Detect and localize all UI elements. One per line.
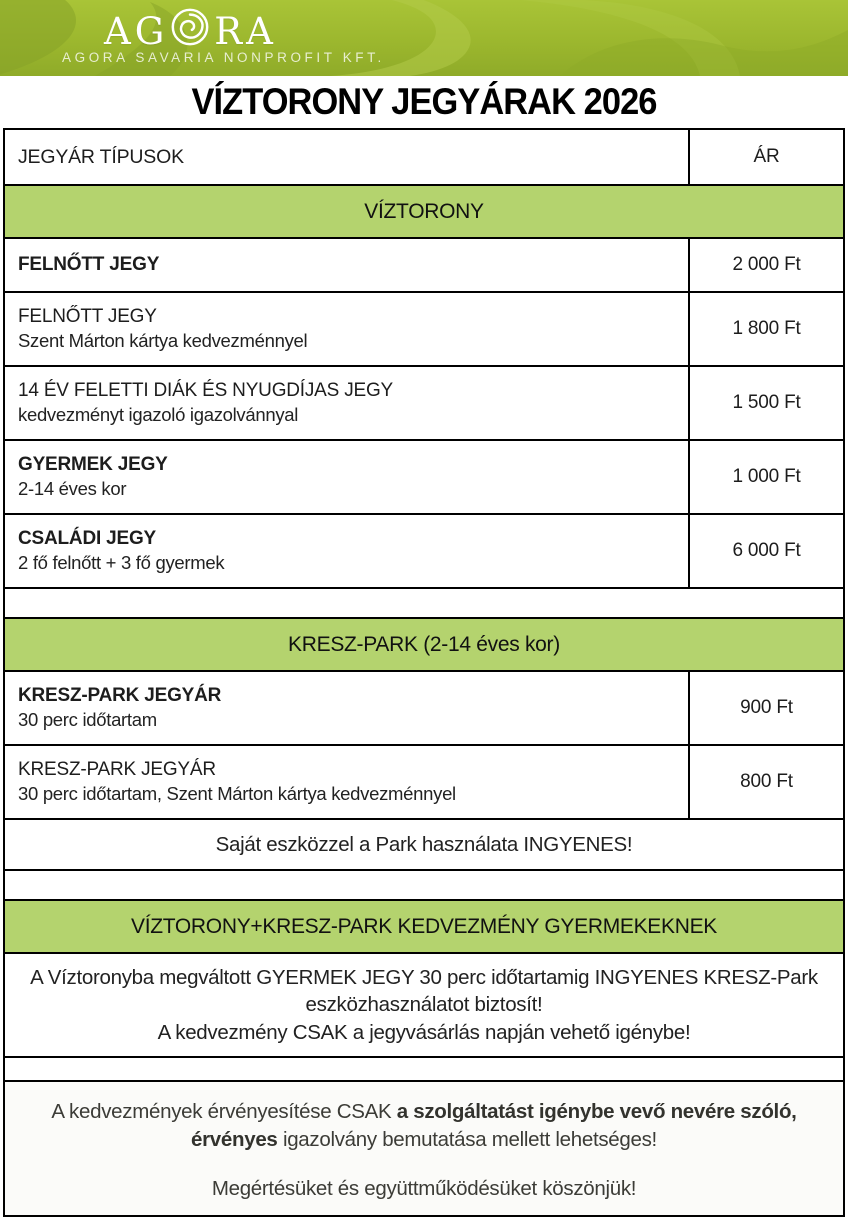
ticket-title: GYERMEK JEGY [18,453,168,475]
ticket-subtitle: 30 perc időtartam [18,709,157,731]
spacer-row [5,587,843,617]
validation-note-post: igazolvány bemutatása mellett lehetséges! [277,1127,657,1151]
ticket-price: 1 800 Ft [688,293,843,365]
combo-discount-paragraph [5,952,843,1056]
header-price: ÁR [688,130,843,184]
table-header-row [5,130,843,184]
section-header-combo-discount: VÍZTORONY+KRESZ-PARK KEDVEZMÉNY GYERMEKEKNEK [5,899,843,952]
agora-logo-text-left: AG [104,10,169,53]
table-row [5,439,843,513]
ticket-title: KRESZ-PARK JEGYÁR [18,758,216,780]
table-row [5,744,843,818]
table-row [5,237,843,291]
thanks-note: Megértésüket és együttműködésüket köszönjük! [211,1177,637,1201]
ticket-title: FELNŐTT JEGY [18,253,160,275]
ticket-subtitle: 2 fő felnőtt + 3 fő gyermek [18,552,225,574]
table-row [5,670,843,744]
price-table [3,128,845,1082]
ticket-price: 800 Ft [688,746,843,818]
combo-discount-line-2: A kedvezmény CSAK a jegyvásárlás napján vehető igénybe! [157,1020,691,1044]
ticket-subtitle: kedvezményt igazoló igazolvánnyal [18,404,299,426]
ticket-price: 2 000 Ft [688,239,843,291]
ticket-title: CSALÁDI JEGY [18,527,157,549]
ticket-price: 900 Ft [688,672,843,744]
section-header-viztorony: VÍZTORONY [5,184,843,237]
combo-discount-line-1: A Víztoronyba megváltott GYERMEK JEGY 30 perc időtartamig INGYENES KRESZ-Park eszközhasználatot biztosít! [30,966,818,1017]
validation-note-bold: a szolgáltatást igénybe vevő nevére szóló, érvényes [191,1100,797,1151]
ticket-title: FELNŐTT JEGY [18,305,157,327]
ticket-price: 1 000 Ft [688,441,843,513]
ticket-price: 1 500 Ft [688,367,843,439]
closing-note-box [3,1080,845,1217]
section-header-kresz-park: KRESZ-PARK (2-14 éves kor) [5,617,843,670]
ticket-title: 14 ÉV FELETTI DIÁK ÉS NYUGDÍJAS JEGY [18,379,394,401]
banner-subtitle: AGORA SAVARIA NONPROFIT KFT. [62,50,385,65]
free-use-note: Saját eszközzel a Park használata INGYENES! [5,818,843,869]
validation-note-pre: A kedvezmények érvényesítése CSAK [51,1100,397,1123]
validation-note [31,1098,817,1153]
page-title: VÍZTORONY JEGYÁRAK 2026 [191,81,657,122]
table-row [5,291,843,365]
ticket-title: KRESZ-PARK JEGYÁR [18,684,222,706]
table-row [5,365,843,439]
ticket-subtitle: 30 perc időtartam, Szent Márton kártya kedvezménnyel [18,783,456,805]
ticket-subtitle: Szent Márton kártya kedvezménnyel [18,330,308,352]
header-ticket-types: JEGYÁR TÍPUSOK [18,145,184,168]
spacer-row [5,869,843,899]
banner [0,0,848,76]
ticket-price: 6 000 Ft [688,515,843,587]
ticket-subtitle: 2-14 éves kor [18,478,127,500]
spacer-row [5,1056,843,1080]
table-row [5,513,843,587]
agora-logo-text-right: RA [214,10,277,53]
